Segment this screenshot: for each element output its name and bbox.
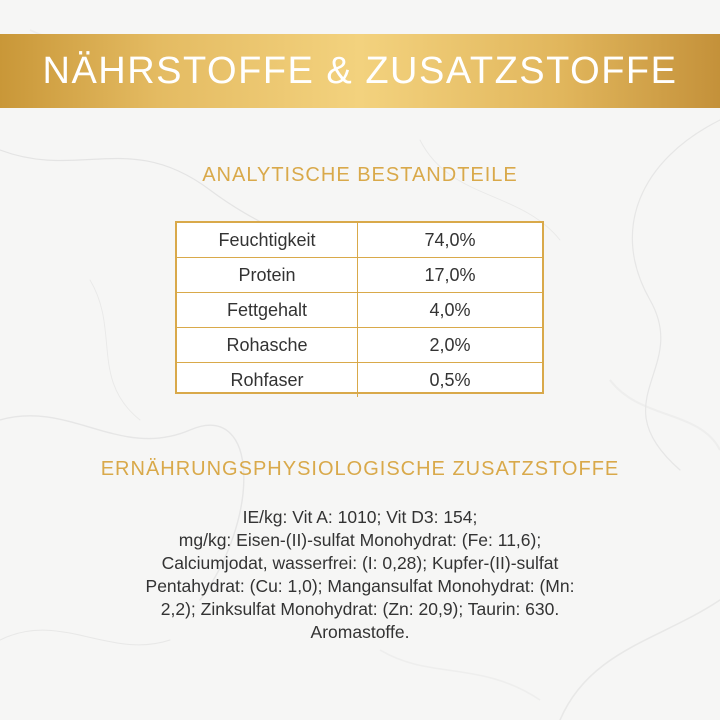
nutrient-name: Rohasche — [177, 328, 358, 363]
title-banner — [0, 34, 720, 108]
additives-text — [60, 506, 660, 644]
analytical-heading: ANALYTISCHE BESTANDTEILE — [202, 164, 518, 186]
nutrient-value: 74,0% — [358, 223, 543, 258]
table-row — [177, 293, 542, 328]
banner-title: NÄHRSTOFFE & ZUSATZSTOFFE — [42, 49, 678, 92]
additives-line: Aromastoffe. — [310, 622, 410, 642]
table-row — [177, 363, 542, 398]
table-row — [177, 258, 542, 293]
nutrient-value: 17,0% — [358, 258, 543, 293]
nutrient-name: Feuchtigkeit — [177, 223, 358, 258]
additives-line: mg/kg: Eisen-(II)-sulfat Monohydrat: (Fe: 11,6); — [178, 530, 542, 550]
additives-line: Calciumjodat, wasserfrei: (I: 0,28); Kupfer-(II)-sulfat — [161, 553, 559, 573]
analytical-table — [175, 221, 544, 394]
additives-heading: ERNÄHRUNGSPHYSIOLOGISCHE ZUSATZSTOFFE — [100, 458, 620, 480]
additives-line: 2,2); Zinksulfat Monohydrat: (Zn: 20,9); Taurin: 630. — [160, 599, 560, 619]
nutrient-value: 0,5% — [358, 363, 543, 398]
nutrient-name: Fettgehalt — [177, 293, 358, 328]
table-row — [177, 223, 542, 258]
additives-line: Pentahydrat: (Cu: 1,0); Mangansulfat Monohydrat: (Mn: — [145, 576, 575, 596]
additives-line: IE/kg: Vit A: 1010; Vit D3: 154; — [242, 507, 478, 527]
table-row — [177, 328, 542, 363]
nutrient-name: Protein — [177, 258, 358, 293]
nutrient-name: Rohfaser — [177, 363, 358, 398]
nutrient-value: 2,0% — [358, 328, 543, 363]
nutrient-value: 4,0% — [358, 293, 543, 328]
